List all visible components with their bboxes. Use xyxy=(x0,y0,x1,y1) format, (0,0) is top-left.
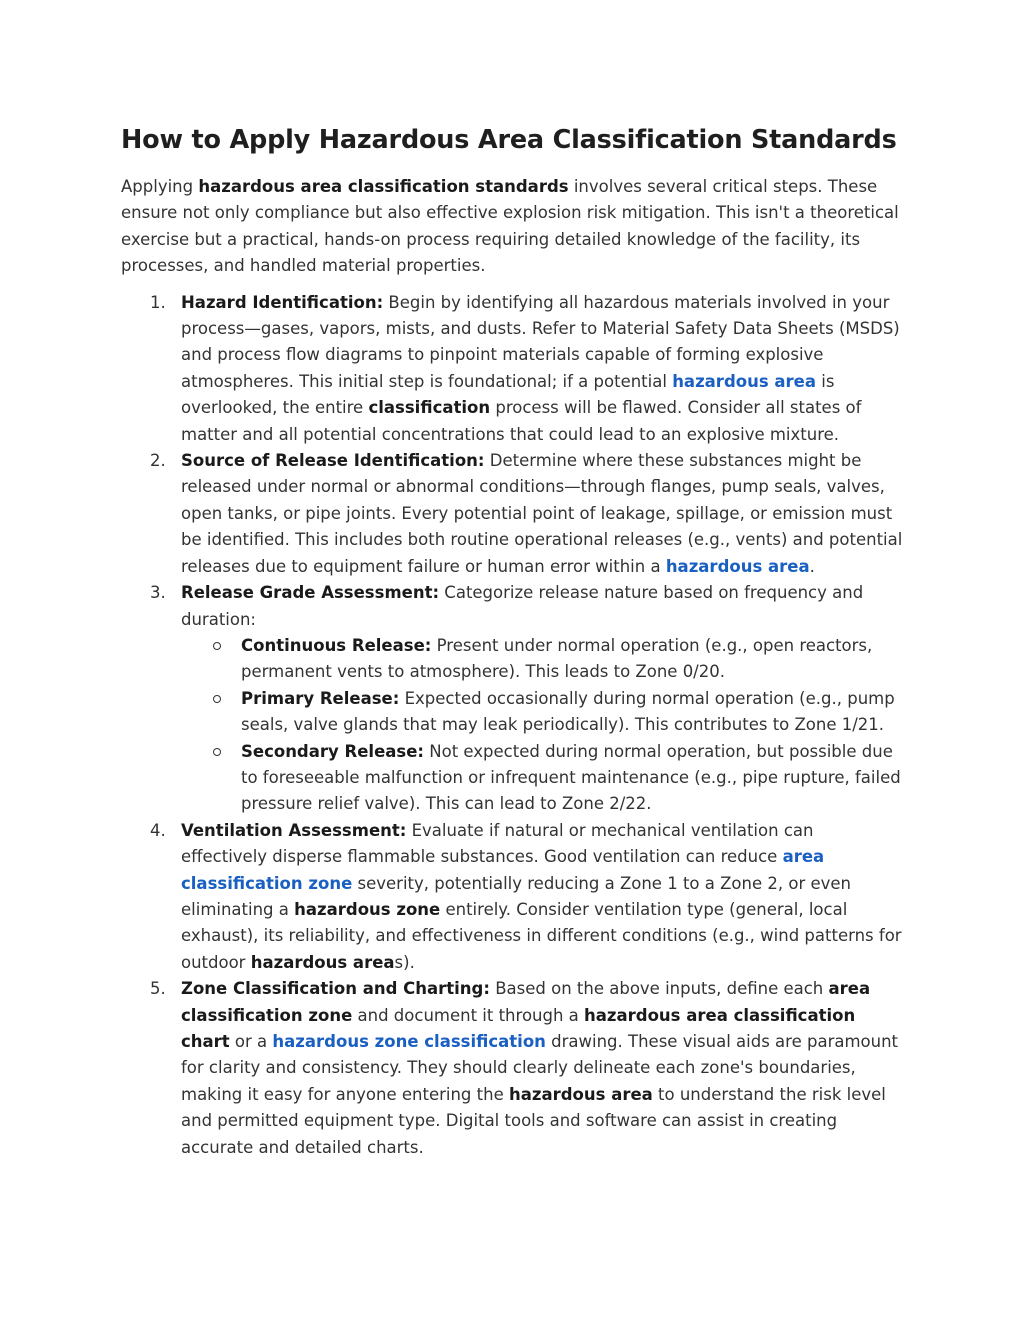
release-grade-list xyxy=(181,633,904,818)
step-label: Ventilation Assessment: xyxy=(181,820,407,840)
step-bold: area classification zone xyxy=(181,979,871,1025)
step-text: Evaluate if natural or mechanical ventilation can effectively disperse flammable substances. Good ventilation can reduce xyxy=(181,820,814,867)
sub-text: Present under normal operation (e.g., open reactors, permanent vents to atmosphere). This leads to Zone 0/20. xyxy=(241,635,873,682)
step-bold: hazardous zone xyxy=(294,899,441,919)
step-text: to understand the risk level and permitted equipment type. Digital tools and software can assist in creating accurate and detailed charts. xyxy=(181,1084,886,1157)
list-number: 1. xyxy=(150,292,166,312)
list-item xyxy=(241,739,904,818)
step-text: process will be flawed. Consider all states of matter and all potential concentrations that could lead to an explosive mixture. xyxy=(181,398,862,444)
sub-label: Continuous Release: xyxy=(241,635,432,655)
step-text: Categorize release nature based on frequency and duration: xyxy=(181,583,864,629)
step-bold: classification xyxy=(368,398,491,418)
list-number: 2. xyxy=(150,451,166,471)
hazardous-area-link[interactable]: hazardous area xyxy=(665,556,810,576)
list-number: 5. xyxy=(150,979,166,999)
circle-bullet-icon xyxy=(213,748,221,756)
step-text: Begin by identifying all hazardous materials involved in your process—gases, vapors, mists, and dusts. Refer to Material Safety Data Sheets (MSDS) and process flow diagrams to pinpoint materials capable of forming explosive atmospheres. This initial step is foundational; if a potential xyxy=(181,292,900,391)
step-text: s). xyxy=(394,952,415,972)
step-label: Zone Classification and Charting: xyxy=(181,979,490,999)
circle-bullet-icon xyxy=(213,695,221,703)
list-item xyxy=(150,818,904,976)
step-label: Hazard Identification: xyxy=(181,292,384,312)
sub-text: Expected occasionally during normal operation (e.g., pump seals, valve glands that may leak periodically). This contributes to Zone 1/21. xyxy=(241,688,895,735)
list-item xyxy=(150,580,904,818)
intro-text: Applying xyxy=(121,177,199,196)
list-item xyxy=(150,448,904,580)
list-item xyxy=(241,633,904,686)
sub-label: Secondary Release: xyxy=(241,741,425,761)
list-item xyxy=(150,290,904,448)
step-bold: hazardous area classification chart xyxy=(181,1005,856,1051)
list-item xyxy=(150,976,904,1161)
hazardous-zone-classification-link[interactable]: hazardous zone classification xyxy=(272,1032,546,1051)
step-text: entirely. Consider ventilation type (general, local exhaust), its reliability, and effectiveness in different conditions (e.g., wind patterns for outdoor xyxy=(181,899,902,972)
step-text: or a xyxy=(229,1032,273,1051)
step-text: is overlooked, the entire xyxy=(181,371,835,418)
step-bold: hazardous area xyxy=(508,1084,653,1104)
intro-paragraph xyxy=(121,174,904,280)
intro-bold: hazardous area classification standards xyxy=(198,177,569,196)
step-label: Release Grade Assessment: xyxy=(181,583,440,603)
step-text: severity, potentially reducing a Zone 1 to a Zone 2, or even eliminating a xyxy=(181,873,851,919)
step-text: and document it through a xyxy=(352,1005,585,1025)
sub-label: Primary Release: xyxy=(241,688,400,708)
steps-list xyxy=(121,290,904,1161)
step-text: drawing. These visual aids are paramount for clarity and consistency. They should clearly delineate each zone's boundaries, making it easy for anyone entering the xyxy=(181,1032,899,1104)
list-number: 3. xyxy=(150,583,166,603)
list-item xyxy=(241,686,904,739)
intro-text: involves several critical steps. These ensure not only compliance but also effective explosion risk mitigation. This isn't a theoretical exercise but a practical, hands-on process requiring detailed knowledge of the facility, its processes, and handled material properties. xyxy=(121,177,899,276)
hazardous-area-link[interactable]: hazardous area xyxy=(672,371,816,391)
step-label: Source of Release Identification: xyxy=(181,451,485,471)
area-classification-zone-link[interactable]: area classification zone xyxy=(181,847,825,893)
list-number: 4. xyxy=(150,820,166,840)
sub-text: Not expected during normal operation, but possible due to foreseeable malfunction or infrequent maintenance (e.g., pipe rupture, failed pressure relief valve). This can lead to Zone 2/22. xyxy=(241,741,901,814)
step-bold: hazardous area xyxy=(250,952,395,972)
page-title: How to Apply Hazardous Area Classification Standards xyxy=(121,125,897,155)
step-text: Determine where these substances might be released under normal or abnormal conditions—through flanges, pump seals, valves, open tanks, or pipe joints. Every potential point of leakage, spillage, or emission must be identified. This includes both routine operational releases (e.g., vents) and potential releases due to equipment failure or human error within a xyxy=(181,451,903,576)
circle-bullet-icon xyxy=(213,642,221,650)
step-text: . xyxy=(809,556,815,576)
step-text: Based on the above inputs, define each xyxy=(489,979,829,999)
